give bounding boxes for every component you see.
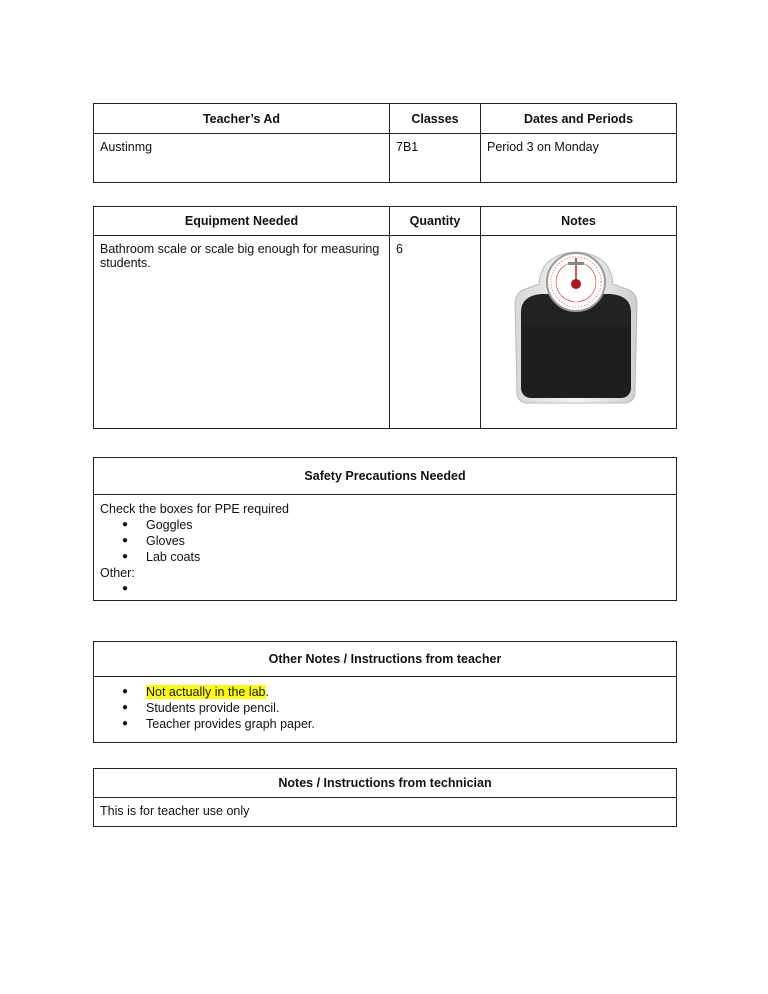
technician-text: This is for teacher use only [94,798,677,827]
other-list [100,581,670,597]
technician-notes-table [93,768,677,827]
ppe-item: ● Lab coats [146,549,670,565]
booking-info-table [93,103,677,183]
quantity-header: Quantity [390,207,481,236]
highlighted-note: Not actually in the lab [146,685,266,699]
teacher-notes-list [100,684,670,732]
ppe-list [100,517,670,565]
teacher-note-item [146,684,670,700]
bathroom-scale-image [511,246,641,406]
teacher-header: Teacher’s Ad [94,104,390,134]
equipment-table [93,206,677,429]
technician-header: Notes / Instructions from technician [94,769,677,798]
safety-body [94,495,677,601]
dates-periods-header: Dates and Periods [481,104,677,134]
ppe-item: ● Gloves [146,533,670,549]
classes-header: Classes [390,104,481,134]
ppe-intro: Check the boxes for PPE required [100,502,289,516]
safety-table [93,457,677,601]
teacher-value: Austinmg [94,134,390,183]
other-notes-header: Other Notes / Instructions from teacher [94,642,677,677]
teacher-note-item: ● Teacher provides graph paper. [146,716,670,732]
other-item [146,581,670,597]
highlighted-note-suffix: . [265,685,269,699]
equipment-header: Equipment Needed [94,207,390,236]
ppe-item: ● Goggles [146,517,670,533]
other-notes-table [93,641,677,743]
dates-periods-value: Period 3 on Monday [481,134,677,183]
quantity-value: 6 [390,236,481,429]
teacher-note-item: ● Students provide pencil. [146,700,670,716]
other-notes-body [94,677,677,743]
classes-value: 7B1 [390,134,481,183]
other-label: Other: [100,566,135,580]
safety-header: Safety Precautions Needed [94,458,677,495]
notes-image-cell [481,236,677,429]
equipment-value: Bathroom scale or scale big enough for measuring students. [94,236,390,429]
notes-header: Notes [481,207,677,236]
